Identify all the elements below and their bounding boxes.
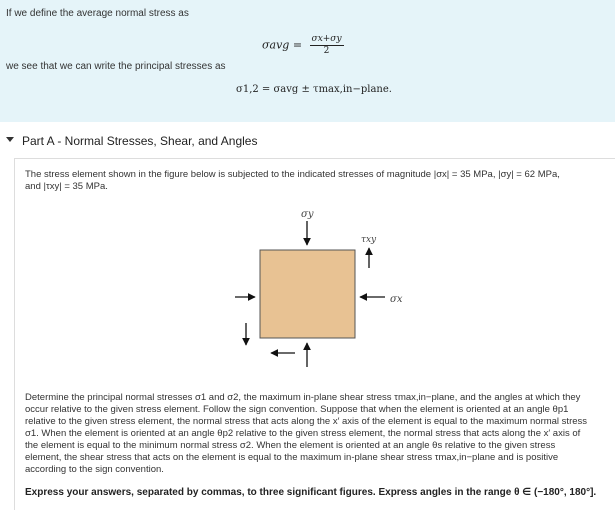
question-line-5: the element is equal to the minimum normal stress σ2. When the element is oriented at an angle θs relative to the given stress bbox=[25, 440, 556, 451]
sigma-x-label: σx bbox=[390, 294, 403, 305]
stress-element-figure bbox=[235, 205, 435, 380]
problem-statement-line-1: The stress element shown in the figure below is subjected to the indicated stresses of magnitude |σx| = 35 MPa, |σy| = 62 MPa, bbox=[25, 169, 560, 180]
avg-stress-equation: σavg = $\frac{\sigma x+\sigma y}{2}$ bbox=[262, 34, 342, 56]
sigma-y-label: σy bbox=[301, 209, 314, 220]
question-line-1: Determine the principal normal stresses σ1 and σ2, the maximum in-plane shear stress τmax,in−plane, and the angles at which they bbox=[25, 392, 581, 403]
part-a-header[interactable] bbox=[0, 126, 615, 156]
tau-xy-label: τxy bbox=[361, 235, 377, 245]
hint-panel bbox=[0, 0, 615, 122]
part-a-body bbox=[14, 158, 615, 510]
question-line-2: occur relative to the given stress element. Follow the sign convention. Suppose that when the element is oriented at an angle θp1 bbox=[25, 404, 569, 415]
part-a-title[interactable]: Part A - Normal Stresses, Shear, and Angles bbox=[22, 134, 258, 148]
hint-principal-text: we see that we can write the principal stresses as bbox=[6, 61, 226, 72]
question-line-4: σ1. When the element is oriented at an angle θp2 relative to the given stress element, the normal stress that acts along the x′ axis of bbox=[25, 428, 581, 439]
avg-stress-symbol: σavg bbox=[262, 38, 290, 52]
collapse-caret-icon[interactable] bbox=[6, 137, 14, 142]
question-line-7: according to the sign convention. bbox=[25, 464, 164, 475]
question-line-6: element, the shear stress that acts on the element is equal to the maximum in-plane shear stress τmax,in−plane and is positive bbox=[25, 452, 559, 463]
answer-instruction: Express your answers, separated by commas, to three significant figures. Express angles in the range θ ∈ (−180°, 180°]. bbox=[25, 487, 597, 498]
hint-intro: If we define the average normal stress as bbox=[6, 8, 189, 19]
question-line-3: relative to the given stress element, the normal stress that acts along the x′ axis of the element is equal to the maximum normal stress bbox=[25, 416, 588, 427]
problem-statement-line-2: and |τxy| = 35 MPa. bbox=[25, 181, 108, 192]
principal-stress-equation: σ1,2 = σavg ± τmax,in−plane. bbox=[236, 84, 392, 95]
avg-stress-fraction bbox=[310, 34, 344, 57]
avg-stress-denominator: 2 bbox=[323, 46, 330, 56]
avg-stress-numerator: σx+σy bbox=[311, 34, 342, 44]
stress-element-square bbox=[260, 250, 355, 338]
